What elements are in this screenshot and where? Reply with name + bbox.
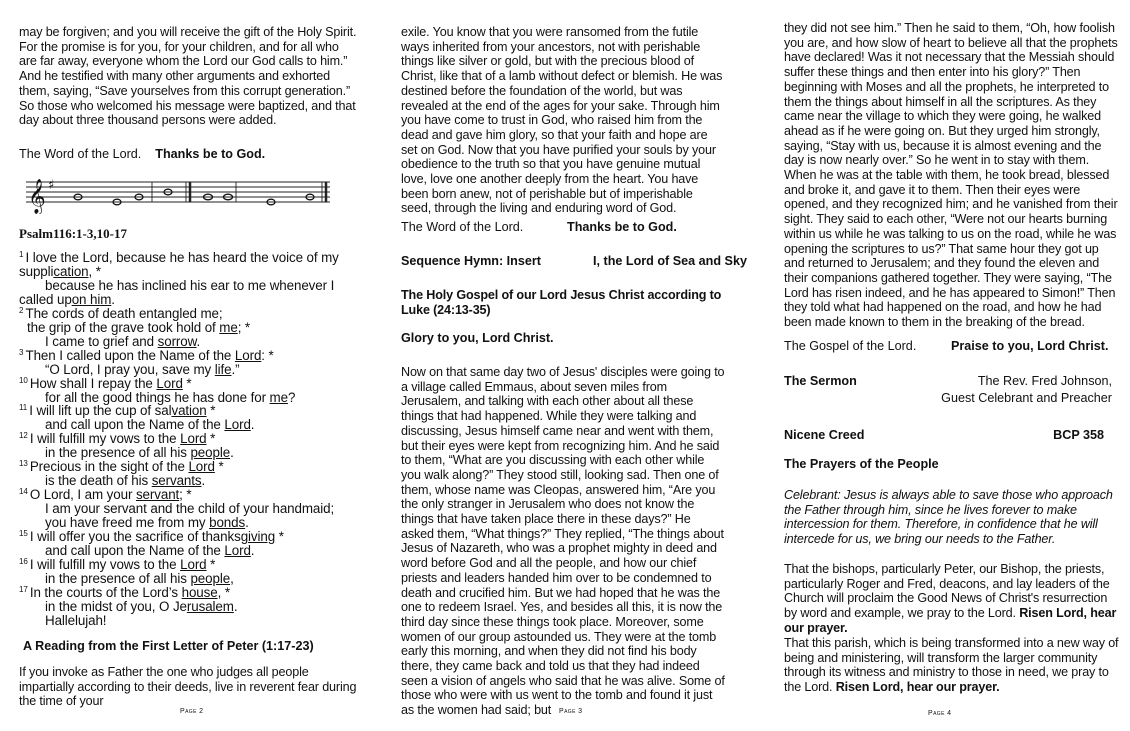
psalm-line: and call upon the Name of the Lord. <box>45 417 255 433</box>
gospel-of-the-lord: The Gospel of the Lord. <box>784 339 917 353</box>
acts-reading-continuation: may be forgiven; and you will receive the gift of the Holy Spirit. For the promise is for you, for your children, and for all who are far away, everyone whom the Lord our God calls to him.” And he testified with many other arguments and exhorted them, saying, “Save yourselves from this corrupt generation.” So those who welcomed his message were baptized, and that day about three thousand persons were added. <box>19 25 357 128</box>
thanks-be-to-god: Thanks be to God. <box>567 220 677 234</box>
psalm-line: $^{12}$ I will fulfill my vows to the Lord * <box>19 431 216 447</box>
psalm-line: $^{13}$ Precious in the sight of the Lord * <box>19 459 224 475</box>
psalm-line: called upon him. <box>19 291 115 307</box>
psalm-line: in the midst of you, O Jerusalem. <box>45 598 238 614</box>
psalm-line: for all the good things he has done for me? <box>45 389 296 405</box>
svg-text:𝄞: 𝄞 <box>28 179 46 214</box>
sermon-heading: The Sermon <box>784 374 857 388</box>
page-2 <box>0 0 372 731</box>
petition-text: That this parish, which is being transformed into a new way of being and ministering, will transform the larger community through its witness and ministry to those in need, we pray to the Lord. <box>784 636 1119 695</box>
psalm-line: the grip of the grave took hold of me; * <box>27 319 251 335</box>
gospel-continuation: they did not see him.” Then he said to them, “Oh, how foolish you are, and how slow of heart to believe all that the prophets have declared! Was it not necessary that the Messiah should suffer these things and then enter into his glory?” Then beginning with Moses and all the prophets, he interpreted to them the things about himself in all the scriptures. As they came near the village to which they were going, he walked ahead as if he were going on. But they urged him strongly, saying, “Stay with us, because it is almost evening and the day is now nearly over.” So he went in to stay with them. When he was at the table with them, he took bread, blessed and broke it, and gave it to them. Then their eyes were opened, and they recognized him; and he vanished from their sight. They said to each other, “Were not our hearts burning within us while he was talking to us on the road, while he was opening the scriptures to us?” That same hour they got up and returned to Jerusalem; and they found the eleven and their companions gathered together. They were saying, “The Lord has risen indeed, and he has appeared to Simon!” Then they told what had happened on the road, and how he had been made known to them in the breaking of the bread. <box>784 21 1118 330</box>
psalm-line: “O Lord, I pray you, save my life.” <box>45 361 240 377</box>
psalm-line: because he has inclined his ear to me whenever I <box>45 277 335 293</box>
prayer-petition-1 <box>784 562 1120 636</box>
preacher-name: The Rev. Fred Johnson, <box>977 374 1112 388</box>
petition-response: Risen Lord, hear our prayer. <box>784 606 1117 635</box>
page-4 <box>754 0 1130 731</box>
psalm-line: I came to grief and sorrow. <box>45 333 201 349</box>
gospel-title: The Holy Gospel of our Lord Jesus Christ according to Luke (24:13-35) <box>401 288 722 317</box>
psalm-line: in the presence of all his people. <box>45 445 234 461</box>
psalm-line: $^{14}$ O Lord, I am your servant; * <box>19 487 192 503</box>
page-number: Page 3 <box>559 708 583 715</box>
music-staff-image <box>4 168 334 214</box>
creed-reference: BCP 358 <box>1053 428 1104 442</box>
page-number: Page 2 <box>180 708 204 715</box>
psalm-line: Hallelujah! <box>45 612 107 628</box>
word-of-the-lord: The Word of the Lord. <box>19 147 142 161</box>
psalm-line: $^{10}$ How shall I repay the Lord * <box>19 375 192 391</box>
thanks-be-to-god: Thanks be to God. <box>155 147 266 161</box>
psalm-line: $^{16}$ I will fulfill my vows to the Lord * <box>19 556 216 572</box>
petition-response: Risen Lord, hear our prayer. <box>835 680 1000 695</box>
peter-reading-continuation: exile. You know that you were ransomed from the futile ways inherited from your ancestors, not with perishable things like silver or gold, but with the precious blood of Christ, like that of a lamb without defect or blemish. He was destined before the foundation of the world, but was revealed at the end of the ages for your sake. Through him you have come to trust in God, who raised him from the dead and gave him glory, so that your faith and hope are set on God. Now that you have purified your souls by your obedience to the truth so that you have genuine mutual love, love one another deeply from the heart. You have been born anew, not of perishable but of imperishable seed, through the living and enduring word of God. <box>401 25 723 216</box>
sequence-hymn-label: Sequence Hymn: Insert <box>401 254 541 268</box>
praise-response: Praise to you, Lord Christ. <box>951 339 1109 353</box>
psalm-line: $^2$ The cords of death entangled me; <box>19 305 223 321</box>
psalm-line: in the presence of all his people, <box>45 570 234 586</box>
petition-text: That the bishops, particularly Peter, our Bishop, the priests, particularly Roger and Fred, deacons, and lay leaders of the Church will proclaim the Good News of Christ's resurrection by word and example, we pray to the Lord. <box>784 562 1110 621</box>
preacher-role: Guest Celebrant and Preacher <box>941 391 1112 405</box>
psalm-line: $^{17}$ In the courts of the Lord’s house, * <box>19 584 230 600</box>
psalm-title: Psalm116:1-3,10-17 <box>19 226 127 241</box>
psalm-line: $^3$ Then I called upon the Name of the Lord: * <box>19 347 274 363</box>
glory-response: Glory to you, Lord Christ. <box>401 331 554 345</box>
svg-text:♯: ♯ <box>48 178 55 193</box>
celebrant-bidding: Celebrant: Jesus is always able to save those who approach the Father through him, since he lives forever to make intercession for them. Therefore, in confidence that he will intercede for us, we bring our needs to the Father. <box>784 488 1113 547</box>
sequence-hymn-title: I, the Lord of Sea and Sky <box>593 254 747 268</box>
psalm-line: $^{11}$ I will lift up the cup of salvation * <box>19 403 216 419</box>
psalm-line: supplication, * <box>19 263 101 279</box>
word-of-the-lord-line <box>19 147 265 162</box>
word-of-the-lord: The Word of the Lord. <box>401 220 524 234</box>
prayer-petition-2 <box>784 636 1120 695</box>
peter-reading-start: If you invoke as Father the one who judges all people impartially according to their deeds, live in reverent fear during the time of your <box>19 665 357 709</box>
psalm-line: $^1$ I love the Lord, because he has heard the voice of my <box>19 250 339 265</box>
psalm-line: $^{15}$ I will offer you the sacrifice of thanksgiving * <box>19 529 284 545</box>
prayers-heading: The Prayers of the People <box>784 457 939 471</box>
page-3 <box>377 0 749 731</box>
psalm-line: you have freed me from my bonds. <box>45 515 249 531</box>
psalm-line: and call upon the Name of the Lord. <box>45 543 255 559</box>
nicene-creed-heading: Nicene Creed <box>784 428 865 442</box>
page-number: Page 4 <box>928 710 952 717</box>
psalm-text <box>19 251 364 628</box>
gospel-text: Now on that same day two of Jesus' disciples were going to a village called Emmaus, about seven miles from Jerusalem, and talking with each other about all these things that had happened. While they were talking and discussing, Jesus himself came near and went with them, but their eyes were kept from recognizing him. And he said to them, “What are you discussing with each other while you walk along?” They stood still, looking sad. Then one of them, whose name was Cleopas, answered him, “Are you the only stranger in Jerusalem who does not know the things that have taken place there in these days?” He asked them, “What things?” They replied, “The things about Jesus of Nazareth, who was a prophet mighty in deed and word before God and all the people, and how our chief priests and leaders handed him over to be condemned to death and crucified him. But we had hoped that he was the one to redeem Israel. Yes, and besides all this, it is now the third day since these things took place. Moreover, some women of our group astounded us. They were at the tomb early this morning, and when they did not find his body there, they came back and told us that they had indeed seen a vision of angels who said that he was alive. Some of those who were with us went to the tomb and found it just as the women had said; but <box>401 365 725 718</box>
psalm-line: is the death of his servants. <box>45 473 206 489</box>
psalm-line: I am your servant and the child of your handmaid; <box>45 501 335 517</box>
reading-title: A Reading from the First Letter of Peter (1:17-23) <box>23 639 314 653</box>
